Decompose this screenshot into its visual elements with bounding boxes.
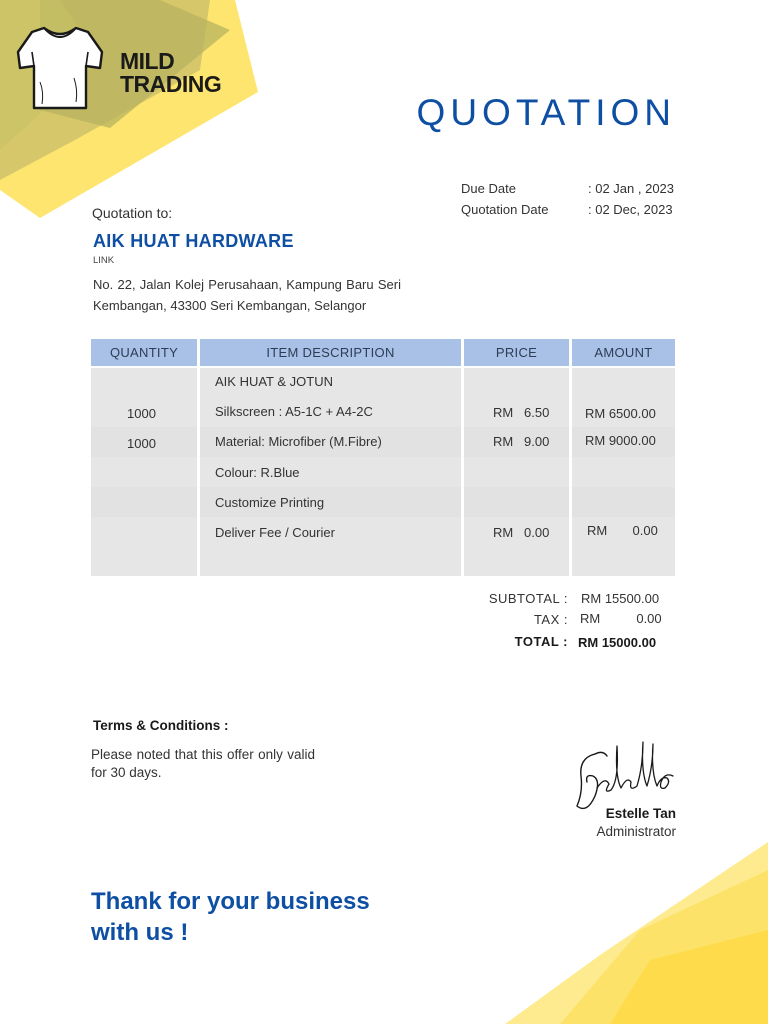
due-date-value: : 02 Jan , 2023: [588, 181, 675, 196]
row-5-description: Customize Printing: [215, 495, 325, 510]
row-2-quantity: 1000: [127, 406, 156, 421]
row-stripe: [91, 487, 675, 517]
signer-name: Estelle Tan: [605, 806, 676, 821]
client-name: AIK HUAT HARDWARE: [93, 231, 294, 251]
total-label: TOTAL :: [514, 634, 568, 649]
header-quantity: QUANTITY: [91, 339, 197, 366]
row-2-description: Silkscreen : A5-1C + A4-2C: [215, 404, 373, 419]
tax-label: TAX :: [533, 612, 568, 627]
terms-body: Please noted that this offer only valid for 30 days.: [91, 747, 315, 780]
quotation-to-label: Quotation to:: [92, 205, 173, 221]
row-2-amount: RM 6500.00: [585, 406, 656, 421]
row-6-amount: RM 0.00: [587, 523, 658, 538]
due-date-label: Due Date: [461, 181, 516, 196]
column-divider: [569, 368, 572, 576]
handwritten-signature: [573, 736, 677, 816]
row-3-description: Material: Microfiber (M.Fibre): [215, 434, 382, 449]
document-title: QUOTATION: [416, 92, 676, 133]
tax-value: RM 0.00: [580, 611, 662, 626]
signer-title: Administrator: [596, 824, 676, 839]
quantity-column-bg: [91, 368, 197, 576]
client-address: No. 22, Jalan Kolej Perusahaan, Kampung Baru Seri Kembangan, 43300 Seri Kembangan, Selangor: [93, 277, 401, 313]
terms-title: Terms & Conditions :: [93, 718, 229, 733]
row-1-description: AIK HUAT & JOTUN: [215, 374, 333, 389]
subtotal-label: SUBTOTAL :: [488, 591, 568, 606]
column-divider: [197, 368, 200, 576]
amount-column-bg: [572, 368, 675, 576]
header-price: PRICE: [464, 339, 569, 366]
total-value: RM 15000.00: [578, 635, 657, 650]
row-3-quantity: 1000: [127, 436, 156, 451]
row-4-description: Colour: R.Blue: [215, 465, 300, 480]
price-column-bg: [464, 368, 569, 576]
quotation-date-label: Quotation Date: [461, 202, 549, 217]
row-6-price: RM 0.00: [493, 525, 550, 540]
row-2-price: RM 6.50: [493, 405, 550, 420]
row-3-amount: RM 9000.00: [585, 433, 656, 448]
brand-name: [120, 50, 221, 96]
subtotal-value: RM 15500.00: [581, 591, 660, 606]
row-6-description: Deliver Fee / Courier: [215, 525, 335, 540]
client-link[interactable]: LINK: [93, 255, 115, 266]
brand-line-1: MILD: [120, 48, 175, 74]
row-3-price: RM 9.00: [493, 434, 550, 449]
column-divider: [461, 368, 464, 576]
tshirt-logo-icon: [14, 22, 106, 114]
header-amount: AMOUNT: [572, 339, 675, 366]
header-item-description: ITEM DESCRIPTION: [200, 339, 461, 366]
quotation-date-value: : 02 Dec, 2023: [588, 202, 673, 217]
brand-line-2: TRADING: [120, 71, 222, 97]
thank-you-message: Thank for your business with us !: [91, 888, 370, 946]
